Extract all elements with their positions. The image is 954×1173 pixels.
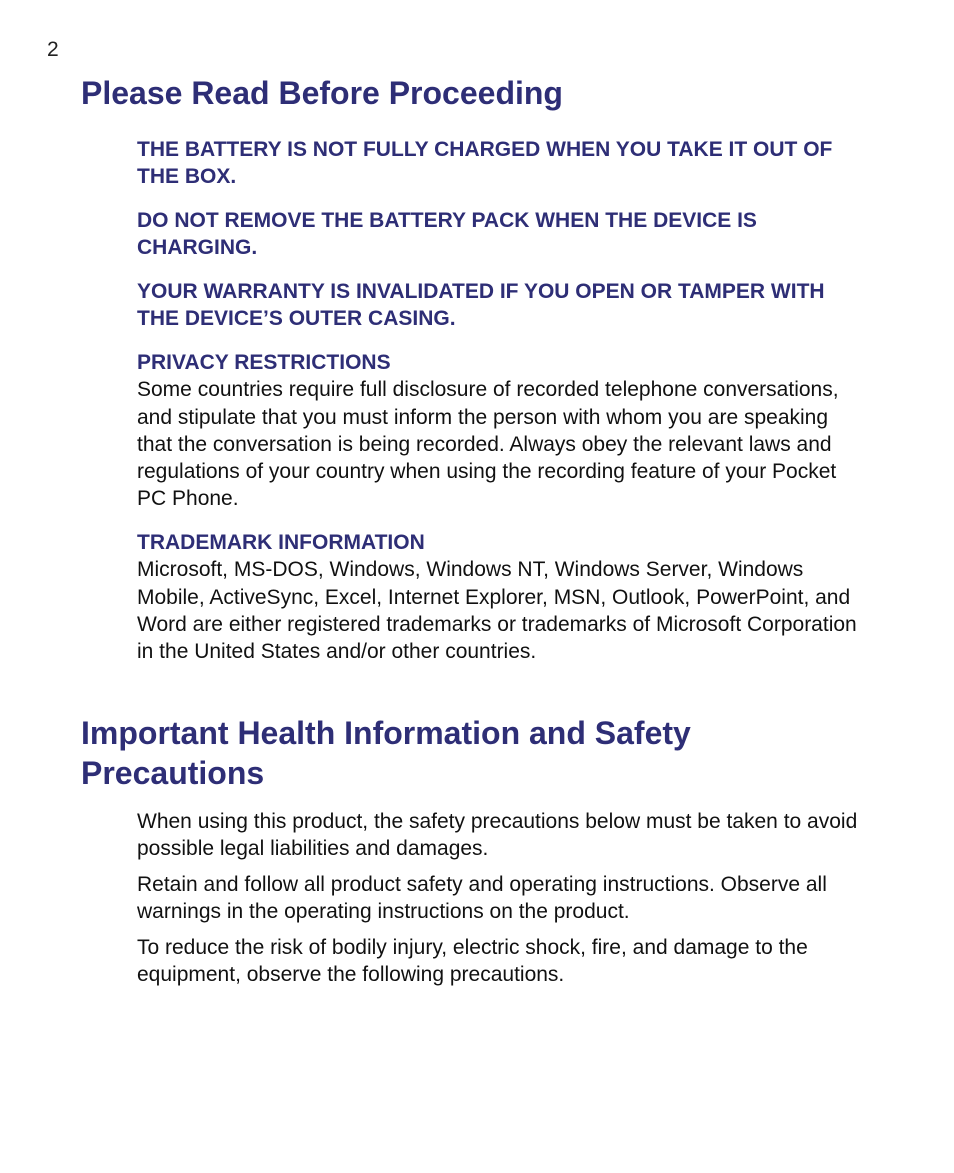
warning-text: THE BATTERY IS NOT FULLY CHARGED WHEN YOU TAKE IT OUT OF THE BOX. <box>137 138 833 189</box>
page-number: 2 <box>47 38 59 61</box>
warranty-warning <box>137 278 867 333</box>
trademark-heading: TRADEMARK INFORMATION <box>137 531 425 554</box>
warning-text: DO NOT REMOVE THE BATTERY PACK WHEN THE DEVICE IS CHARGING. <box>137 209 757 260</box>
paragraph-text: To reduce the risk of bodily injury, electric shock, fire, and damage to the equipment, observe the following precautions. <box>137 936 808 987</box>
safety-paragraph <box>137 934 867 989</box>
privacy-restrictions-section <box>137 349 867 513</box>
privacy-text: Some countries require full disclosure of recorded telephone conversations, and stipulate that you must inform the person with whom you are speaking that the conversation is being recorded. Always obey the relevant laws and regulations of your country when using the recording feature of your Pocket PC Phone. <box>137 378 839 511</box>
battery-charge-warning <box>137 136 867 191</box>
safety-paragraph <box>137 871 867 926</box>
section-title-health-safety: Important Health Information and Safety Precautions <box>81 715 691 791</box>
trademark-information-section <box>137 529 867 665</box>
paragraph-text: Retain and follow all product safety and operating instructions. Observe all warnings in the operating instructions on the product. <box>137 873 827 924</box>
privacy-heading: PRIVACY RESTRICTIONS <box>137 351 391 374</box>
warning-text: YOUR WARRANTY IS INVALIDATED IF YOU OPEN OR TAMPER WITH THE DEVICE’S OUTER CASING. <box>137 280 825 331</box>
battery-removal-warning <box>137 207 867 262</box>
paragraph-text: When using this product, the safety precautions below must be taken to avoid possible legal liabilities and damages. <box>137 810 858 861</box>
trademark-text: Microsoft, MS-DOS, Windows, Windows NT, Windows Server, Windows Mobile, ActiveSync, Excel, Internet Explorer, MSN, Outlook, PowerPoint, and Word are either registered trademarks or trademarks of Microsoft Corporation in the United States and/or other countries. <box>137 558 857 664</box>
safety-paragraph <box>137 808 867 863</box>
section-title-read-before: Please Read Before Proceeding <box>81 75 563 111</box>
